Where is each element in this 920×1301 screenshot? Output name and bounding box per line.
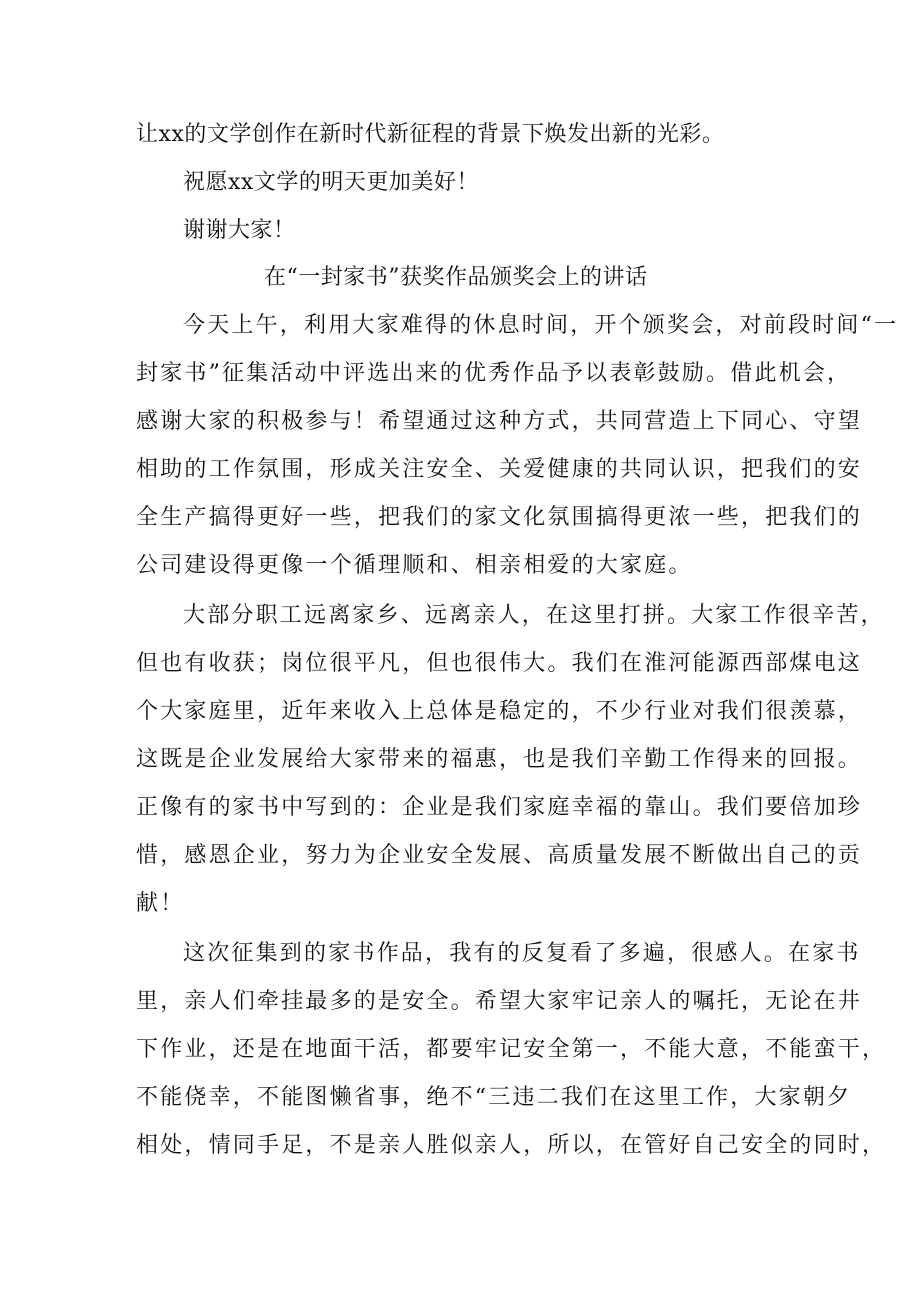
p3-line-5: 相处，情同手足，不是亲人胜似亲人，所以，在管好自己安全的同时， [136,1133,887,1158]
p1-line-6: 公司建设得更像一个循理顺和、相亲相爱的大家庭。 [136,553,693,578]
p2-line-6: 惜，感恩企业，努力为企业安全发展、高质量发展不断做出自己的贡 [136,843,863,868]
p2-line-3: 个大家庭里，近年来收入上总体是稳定的，不少行业对我们很羡慕， [136,699,863,724]
p1-line-3: 感谢大家的积极参与！希望通过这种方式，共同营造上下同心、守望 [136,409,863,434]
p2-line-4: 这既是企业发展给大家带来的福惠，也是我们辛勤工作得来的回报。 [136,747,863,772]
p1-line-1: 今天上午，利用大家难得的休息时间，开个颁奖会，对前段时间“一 [183,313,899,338]
p1-line-5: 全生产搞得更好一些，把我们的家文化氛围搞得更浓一些，把我们的 [136,505,863,530]
p3-line-2: 里，亲人们牵挂最多的是安全。希望大家牢记亲人的嘱托，无论在井 [136,989,863,1014]
intro-line-3: 谢谢大家！ [183,218,296,243]
p3-line-4: 不能侥幸，不能图懒省事，绝不“三违二我们在这里工作，大家朝夕 [136,1085,852,1110]
p3-line-3: 下作业，还是在地面干活，都要牢记安全第一，不能大意，不能蛮干， [136,1037,887,1062]
intro-line-2: 祝愿xx文学的明天更加美好！ [183,170,479,195]
p2-line-7: 献！ [136,891,185,916]
p3-line-1: 这次征集到的家书作品，我有的反复看了多遍，很感人。在家书 [183,941,861,966]
p1-line-2: 封家书”征集活动中评选出来的优秀作品予以表彰鼓励。借此机会， [136,361,852,386]
p1-line-4: 相助的工作氛围，形成关注安全、关爱健康的共同认识，把我们的安 [136,457,863,482]
p2-line-5: 正像有的家书中写到的：企业是我们家庭幸福的靠山。我们要倍加珍 [136,795,863,820]
p2-line-2: 但也有收获；岗位很平凡，但也很伟大。我们在淮河能源西部煤电这 [136,651,863,676]
speech-title: 在“一封家书”获奖作品颁奖会上的讲话 [264,265,648,290]
p2-line-1: 大部分职工远离家乡、远离亲人，在这里打拼。大家工作很辛苦， [183,603,885,628]
intro-line-1: 让xx的文学创作在新时代新征程的背景下焕发出新的光彩。 [136,122,725,147]
